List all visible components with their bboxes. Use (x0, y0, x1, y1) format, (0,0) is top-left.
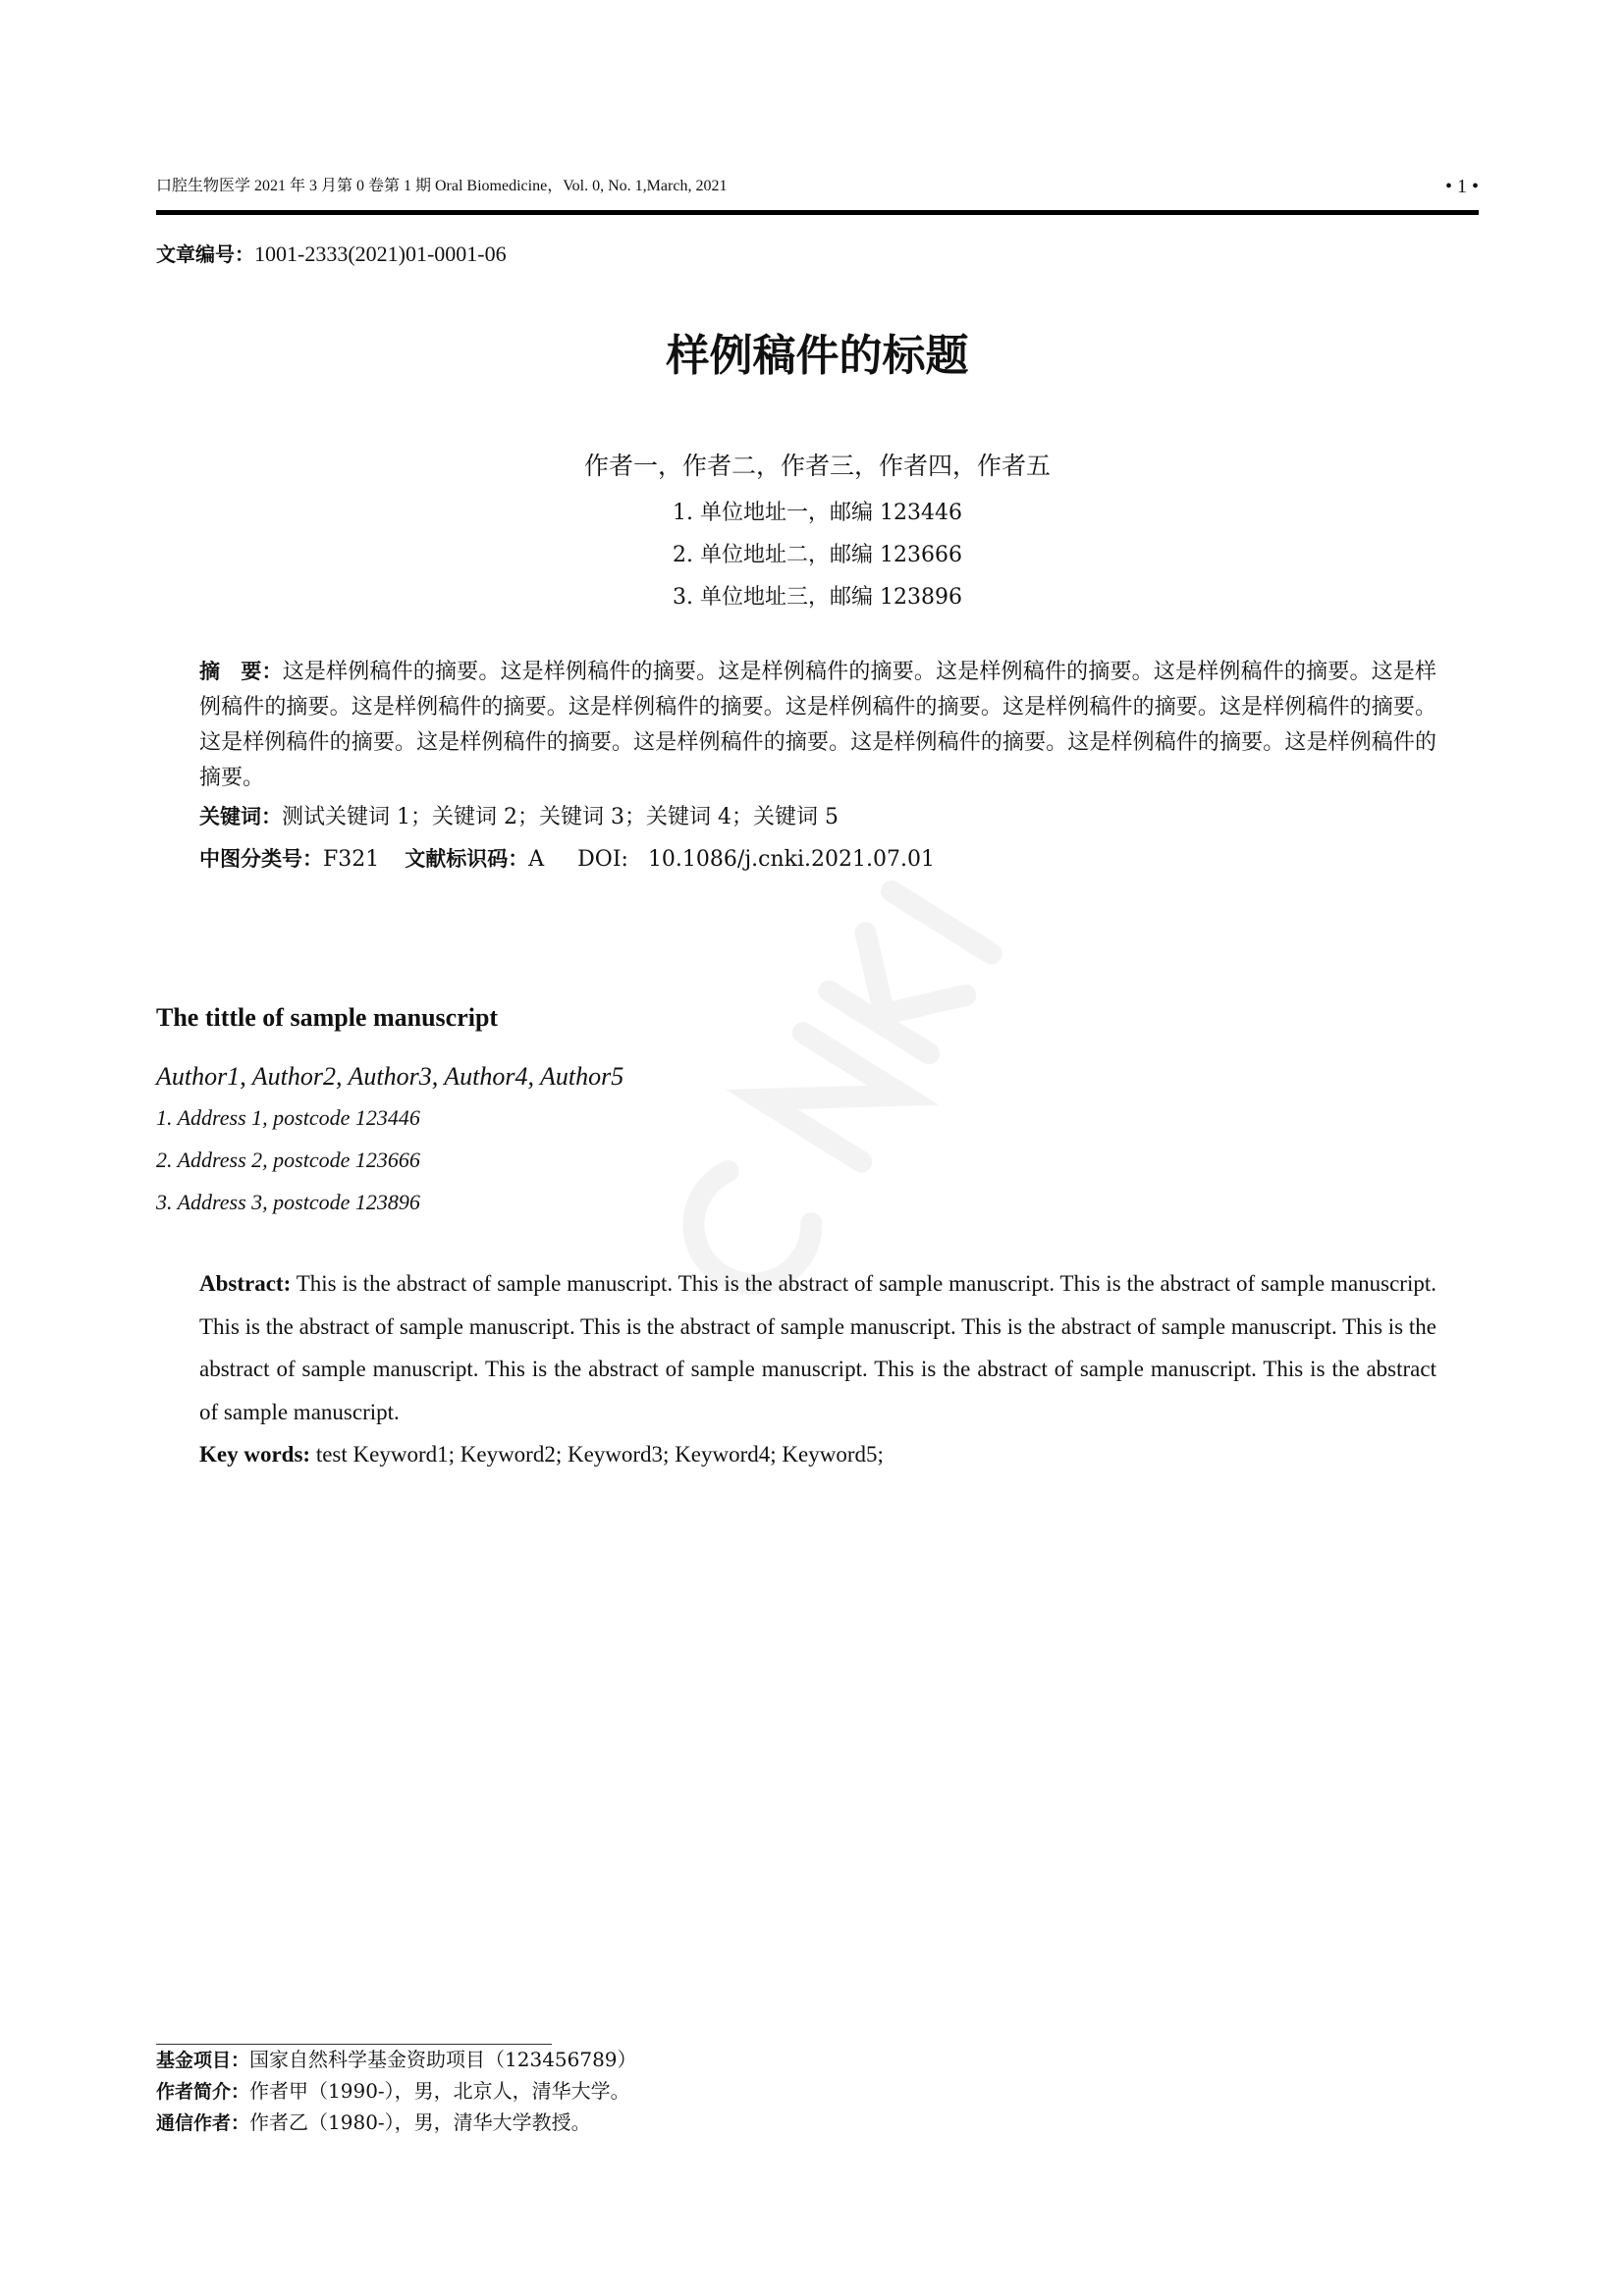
footnote-corresponding (156, 2108, 1479, 2139)
page-number: • 1 • (1444, 176, 1479, 197)
cn-abstract-text: 这是样例稿件的摘要。这是样例稿件的摘要。这是样例稿件的摘要。这是样例稿件的摘要。这是样例稿件的摘要。这是样例稿件的摘要。这是样例稿件的摘要。这是样例稿件的摘要。这是样例稿件的摘要。这是样例稿件的摘要。这是样例稿件的摘要。这是样例稿件的摘要。这是样例稿件的摘要。这是样例稿件的摘要。这是样例稿件的摘要。这是样例稿件的摘要。这是样例稿件的摘要。 (199, 660, 1436, 790)
doi-label: DOI: (577, 847, 628, 872)
footnote-text: 作者甲（1990-），男，北京人，清华大学。 (249, 2079, 630, 2103)
footnote-author-bio (156, 2076, 1479, 2108)
en-address: 3. Address 3, postcode 123896 (156, 1190, 420, 1214)
cn-affiliation: 3. 单位地址三，邮编 123896 (673, 585, 962, 610)
en-address: 2. Address 2, postcode 123666 (156, 1148, 420, 1172)
article-number (156, 239, 1479, 270)
cn-abstract (199, 654, 1436, 796)
en-abstract (199, 1262, 1436, 1433)
cn-abstract-block (199, 654, 1436, 881)
cn-keywords-label: 关键词： (199, 805, 282, 828)
en-title: The tittle of sample manuscript (156, 1003, 499, 1032)
doccode-label: 文献标识码： (405, 847, 529, 871)
header-rule (156, 210, 1479, 215)
en-address: 1. Address 1, postcode 123446 (156, 1105, 420, 1130)
en-authors: Author1, Author2, Author3, Author4, Author5 (156, 1062, 624, 1091)
cn-classification (199, 838, 1436, 881)
footnote-label: 作者简介： (156, 2081, 250, 2103)
clc-label: 中图分类号： (199, 847, 323, 871)
cn-title: 样例稿件的标题 (666, 331, 969, 381)
doccode-value: A (528, 847, 545, 872)
en-abstract-block (199, 1262, 1436, 1476)
cn-abstract-label: 摘 要： (199, 660, 283, 683)
page-body (156, 0, 1479, 1476)
cn-affiliation: 1. 单位地址一，邮编 123446 (673, 501, 962, 525)
en-keywords-text: test Keyword1; Keyword2; Keyword3; Keyword4; Keyword5; (315, 1442, 884, 1467)
page-header (156, 173, 1479, 200)
footnote-text: 国家自然科学基金资助项目（123456789） (249, 2048, 637, 2071)
en-keywords (199, 1433, 1436, 1476)
footnote-funding (156, 2045, 1479, 2076)
article-number-value: 1001-2333(2021)01-0001-06 (254, 241, 507, 266)
clc-value: F321 (323, 847, 380, 872)
cn-affiliations (156, 492, 1479, 618)
footnote-text: 作者乙（1980-），男，清华大学教授。 (249, 2110, 591, 2134)
footnote-label: 通信作者： (156, 2112, 250, 2134)
running-head: 口腔生物医学 2021 年 3 月第 0 卷第 1 期 Oral Biomedicine，Vol. 0, No. 1,March, 2021 (156, 178, 728, 194)
cn-affiliation: 2. 单位地址二，邮编 123666 (673, 543, 962, 567)
en-keywords-label: Key words: (199, 1442, 311, 1467)
cn-keywords-text: 测试关键词 1；关键词 2；关键词 3；关键词 4；关键词 5 (282, 805, 839, 829)
en-abstract-label: Abstract: (199, 1271, 292, 1296)
cn-keywords (199, 796, 1436, 838)
article-number-label: 文章编号： (156, 242, 254, 266)
footnotes (156, 2044, 1479, 2139)
cn-authors: 作者一，作者二，作者三，作者四，作者五 (583, 452, 1051, 480)
en-abstract-text: This is the abstract of sample manuscript. This is the abstract of sample manuscript. This is the abstract of sample manuscript. This is the abstract of sample manuscript. This is the abstract of sample manuscript. This is the abstract of sample manuscript. This is the abstract of sample manuscript. This is the abstract of sample manuscript. This is the abstract of sample manuscript. This is the abstract of sample manuscript. (199, 1271, 1436, 1424)
footnote-label: 基金项目： (156, 2050, 250, 2071)
doi-value[interactable]: 10.1086/j.cnki.2021.07.01 (647, 847, 935, 872)
